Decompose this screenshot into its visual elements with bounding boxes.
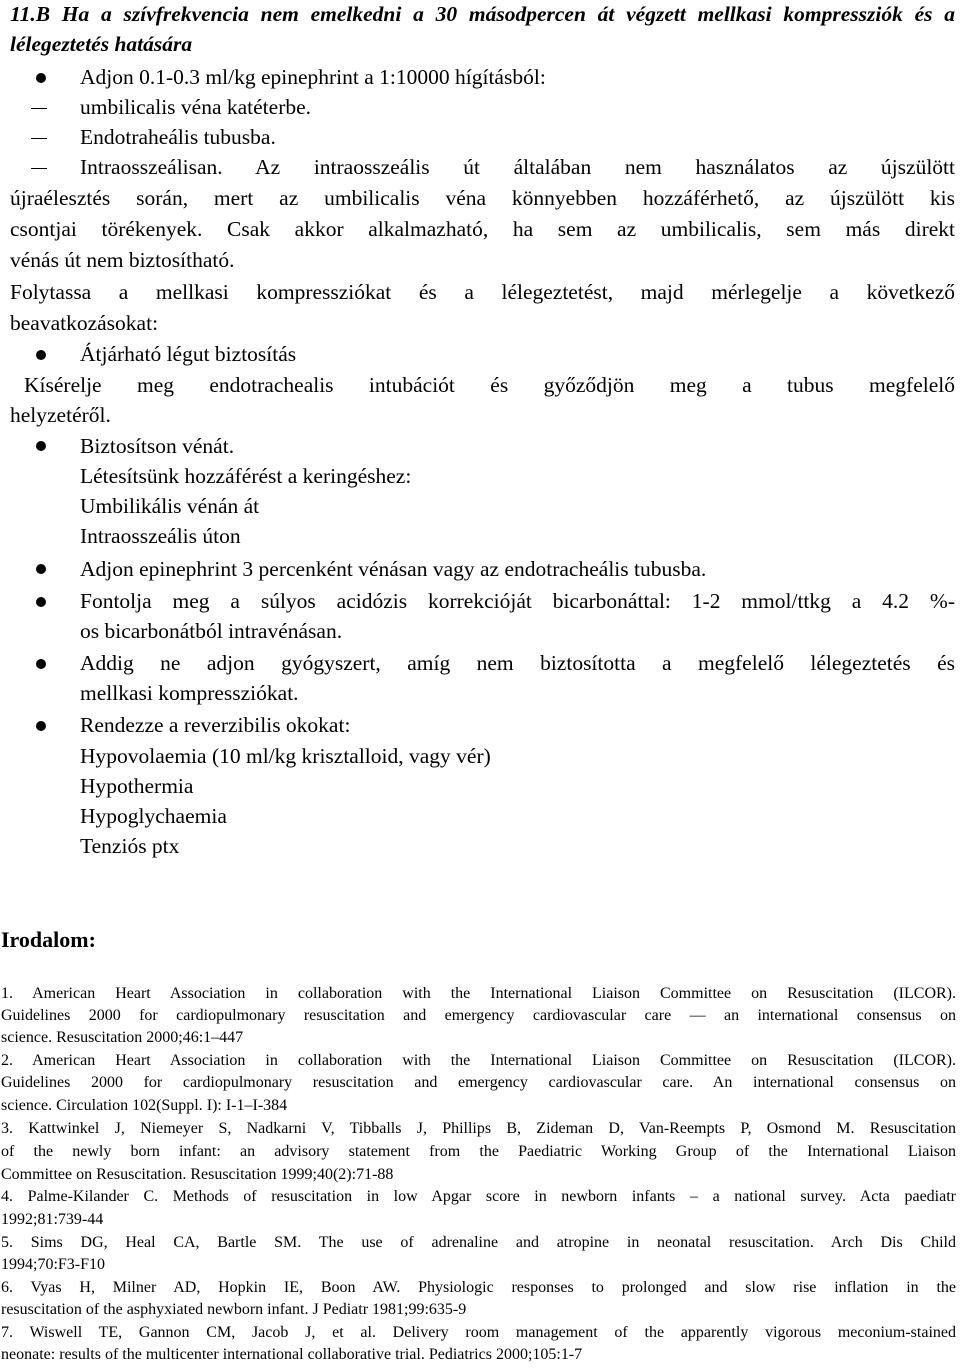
vein-access-line: Létesítsünk hozzáférést a keringéshez: bbox=[80, 464, 412, 488]
reference-line: 7. Wiswell TE, Gannon CM, Jacob J, et al. Delivery room management of the apparently vigorous meconium-stained bbox=[1, 1324, 956, 1341]
continue-instruction: Folytassa a mellkasi kompressziókat és a lélegeztetést, majd mérlegelje a következő bbox=[10, 280, 955, 304]
bullet-icon bbox=[36, 350, 46, 360]
intraosseous-note-line: vénás út nem biztosítható. bbox=[10, 248, 235, 272]
vein-access-line: Umbilikális vénán át bbox=[80, 494, 260, 518]
reference-line: 4. Palme-Kilander C. Methods of resuscitation in low Apgar score in newborn infants – a national survey. Acta paediatr bbox=[1, 1188, 956, 1205]
reference-line: 1. American Heart Association in collaboration with the International Liaison Committee on Resuscitation (ILCOR). bbox=[1, 985, 956, 1002]
reference-line: 2. American Heart Association in collaboration with the International Liaison Committee on Resuscitation (ILCOR). bbox=[1, 1052, 956, 1069]
epinephrine-repeat-item: Adjon epinephrint 3 percenként vénásan vagy az endotracheális tubusba. bbox=[80, 557, 707, 581]
bullet-icon bbox=[36, 564, 46, 574]
reference-line: Committee on Resuscitation. Resuscitation 1999;40(2):71-88 bbox=[1, 1166, 394, 1183]
reference-line: neonate: results of the multicenter international collaborative trial. Pediatrics 2000;105:1-7 bbox=[1, 1346, 583, 1363]
bullet-icon bbox=[36, 597, 46, 607]
bullet-icon bbox=[36, 659, 46, 669]
reversible-cause: Hypoglychaemia bbox=[80, 804, 227, 828]
vein-item: Biztosítson vénát. bbox=[80, 434, 235, 458]
airway-item: Átjárható légut biztosítás bbox=[80, 342, 297, 366]
bullet-icon bbox=[36, 73, 46, 83]
reference-line: 6. Vyas H, Milner AD, Hopkin IE, Boon AW. Physiologic responses to prolonged and slow rise inflation in the bbox=[1, 1279, 956, 1296]
reversible-cause: Hypothermia bbox=[80, 774, 194, 798]
reference-line: science. Resuscitation 2000;46:1–447 bbox=[1, 1029, 244, 1046]
acidosis-item: os bicarbonátból intravénásan. bbox=[80, 619, 343, 643]
bullet-icon bbox=[36, 441, 46, 451]
reference-line: science. Circulation 102(Suppl. I): I-1–I-384 bbox=[1, 1097, 288, 1114]
reference-line: 5. Sims DG, Heal CA, Bartle SM. The use of adrenaline and atropine in neonatal resuscitation. Arch Dis Child bbox=[1, 1234, 956, 1251]
dash-icon bbox=[31, 168, 47, 169]
epinephrine-dose-item: Adjon 0.1-0.3 ml/kg epinephrint a 1:10000 hígításból: bbox=[80, 65, 546, 89]
reference-line: 1994;70:F3-F10 bbox=[1, 1256, 106, 1273]
dash-icon bbox=[31, 108, 47, 109]
route-endotracheal: Endotraheális tubusba. bbox=[80, 125, 276, 149]
route-intraosseous: Intraosszeálisan. Az intraosszeális út általában nem használatos az újszülött bbox=[80, 155, 955, 179]
route-umbilical: umbilicalis véna katéterbe. bbox=[80, 95, 312, 119]
references-heading: Irodalom: bbox=[1, 927, 96, 952]
dash-icon bbox=[31, 138, 47, 139]
no-drug-item: Addig ne adjon gyógyszert, amíg nem biztosította a megfelelő lélegeztetés és bbox=[80, 651, 955, 675]
no-drug-item: mellkasi kompressziókat. bbox=[80, 681, 299, 705]
reference-line: Guidelines 2000 for cardiopulmonary resuscitation and emergency cardiovascular care — an international consensus on bbox=[1, 1007, 956, 1024]
intubation-instruction: helyzetéről. bbox=[10, 403, 111, 427]
reference-line: resuscitation of the asphyxiated newborn infant. J Pediatr 1981;99:635-9 bbox=[1, 1301, 467, 1318]
continue-instruction: beavatkozásokat: bbox=[10, 311, 159, 335]
reference-line: of the newly born infant: an advisory statement from the Paediatric Working Group of the International Liaison bbox=[1, 1143, 956, 1160]
acidosis-item: Fontolja meg a súlyos acidózis korrekcióját bicarbonáttal: 1-2 mmol/ttkg a 4.2 %- bbox=[80, 589, 955, 613]
intubation-instruction: Kísérelje meg endotrachealis intubációt és győződjön meg a tubus megfelelő bbox=[24, 373, 955, 397]
reversible-cause: Hypovolaemia (10 ml/kg krisztalloid, vagy vér) bbox=[80, 744, 491, 768]
bullet-icon bbox=[36, 721, 46, 731]
intraosseous-note-line: újraélesztés során, mert az umbilicalis véna könnyebben hozzáférhető, az újszülött kis bbox=[10, 186, 955, 210]
intraosseous-note-line: csontjai törékenyek. Csak akkor alkalmazható, ha sem az umbilicalis, sem más direkt bbox=[10, 217, 955, 241]
reference-line: Guidelines 2000 for cardiopulmonary resuscitation and emergency cardiovascular care. An international consensus on bbox=[1, 1074, 956, 1091]
vein-access-line: Intraosszeális úton bbox=[80, 524, 241, 548]
reversible-causes-item: Rendezze a reverzibilis okokat: bbox=[80, 713, 351, 737]
reversible-cause: Tenziós ptx bbox=[80, 834, 180, 858]
reference-line: 1992;81:739-44 bbox=[1, 1211, 104, 1228]
reference-line: 3. Kattwinkel J, Niemeyer S, Nadkarni V, Tibballs J, Phillips B, Zideman D, Van-Reempts P, Osmond M. Resuscitation bbox=[1, 1120, 956, 1137]
section-heading: 11.B Ha a szívfrekvencia nem emelkedni a 30 másodpercen át végzett mellkasi kompressziók és a lélegeztetés hatására bbox=[10, 2, 955, 56]
